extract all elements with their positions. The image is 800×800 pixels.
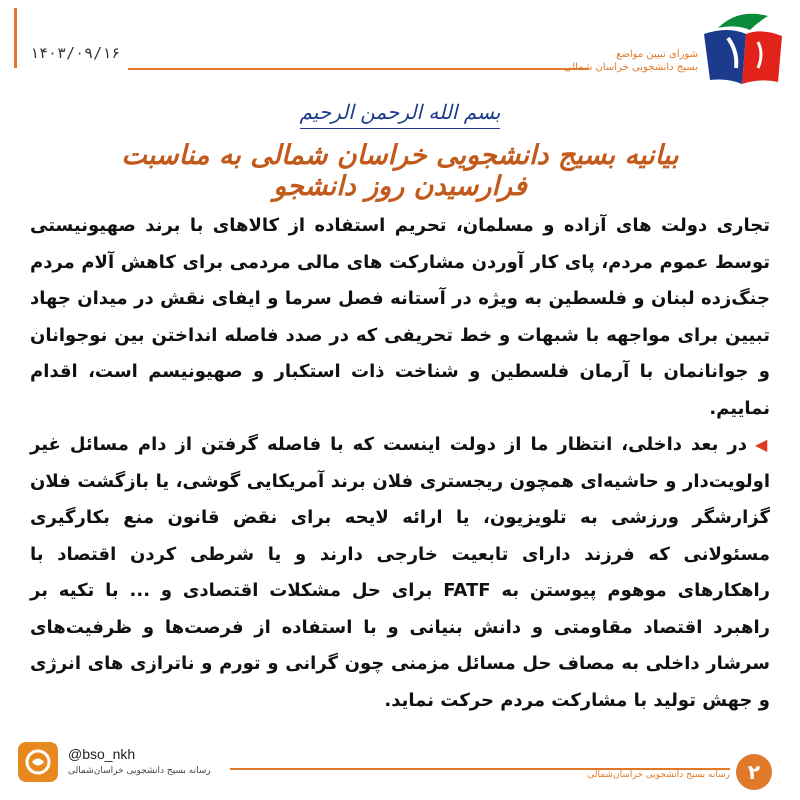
header-divider [128, 68, 588, 70]
media-logo-icon [18, 742, 58, 782]
org-name [558, 48, 698, 74]
footer-caption: رسانه بسیج دانشجویی خراسان‌شمالی [587, 770, 730, 780]
basmala-underline [300, 128, 500, 129]
bullet-triangle-icon: ◀ [754, 435, 770, 454]
org-name-line1: شورای تبیین مواضع [616, 49, 698, 60]
basmala: بسم الله الرحمن الرحیم [299, 100, 501, 124]
paragraph-2-text: در بعد داخلی، انتظار ما از دولت اینست که با فاصله گرفتن از دام مسائل غیر اولویت‌دار و حاشیه‌ای همچون ریجستری فلان برند آمریکایی گوشی، یا بازگشت فلان گزارشگر ورزشی به تلویزیون، یا ارائه لایحه برای نقض قانون منع بکارگیری مسئولانی که فرزند دارای تابعیت خارجی دارند و یا شرطی کردن اقتصاد با راهکارهای موهوم پیوستن به FATF برای حل مشکلات اقتصادی و ... با تکیه بر راهبرد اقتصاد مقاومتی و دانش بنیانی و با استفاده از فرصت‌ها و ظرفیت‌های سرشار داخلی به مصاف حل مسائل مزمنی چون گرانی و تورم و ناترازی های انرژی و جهش تولید با مشارکت مردم حرکت نماید. [30, 434, 770, 711]
date-label: ۱۴۰۳/۰۹/۱۶ [30, 44, 121, 62]
statement-body [30, 208, 770, 719]
social-handle[interactable]: @bso_nkh [68, 746, 136, 762]
left-accent-bar [14, 8, 17, 68]
org-name-line2: بسیج دانشجویی خراسان شمالی [563, 62, 698, 73]
paragraph-2 [30, 427, 770, 719]
page-number-badge: ۲ [736, 754, 772, 790]
media-name: رسانه بسیج دانشجویی خراسان‌شمالی [68, 766, 211, 776]
statement-title: بیانیه بسیج دانشجویی خراسان شمالی به مناسبت فرارسیدن روز دانشجو [121, 140, 679, 202]
paragraph-1: تجاری دولت های آزاده و مسلمان، تحریم استفاده از کالاهای با برند صهیونیستی توسط عموم مردم، پای کار آوردن مشارکت های مالی مردمی برای کاهش آلام مردم جنگ‌زده لبنان و فلسطین به ویژه در آستانه فصل سرما و ایفای نقش در میدان جهاد تبیین برای مواجهه با شبهات و خط تحریفی که در صدد فاصله انداختن بین نوجوانان و جوانانمان با آرمان فلسطین و شناخت ذات استکبار و صهیونیسم است، اقدام نماییم. [30, 215, 770, 419]
org-logo-icon [698, 8, 788, 88]
